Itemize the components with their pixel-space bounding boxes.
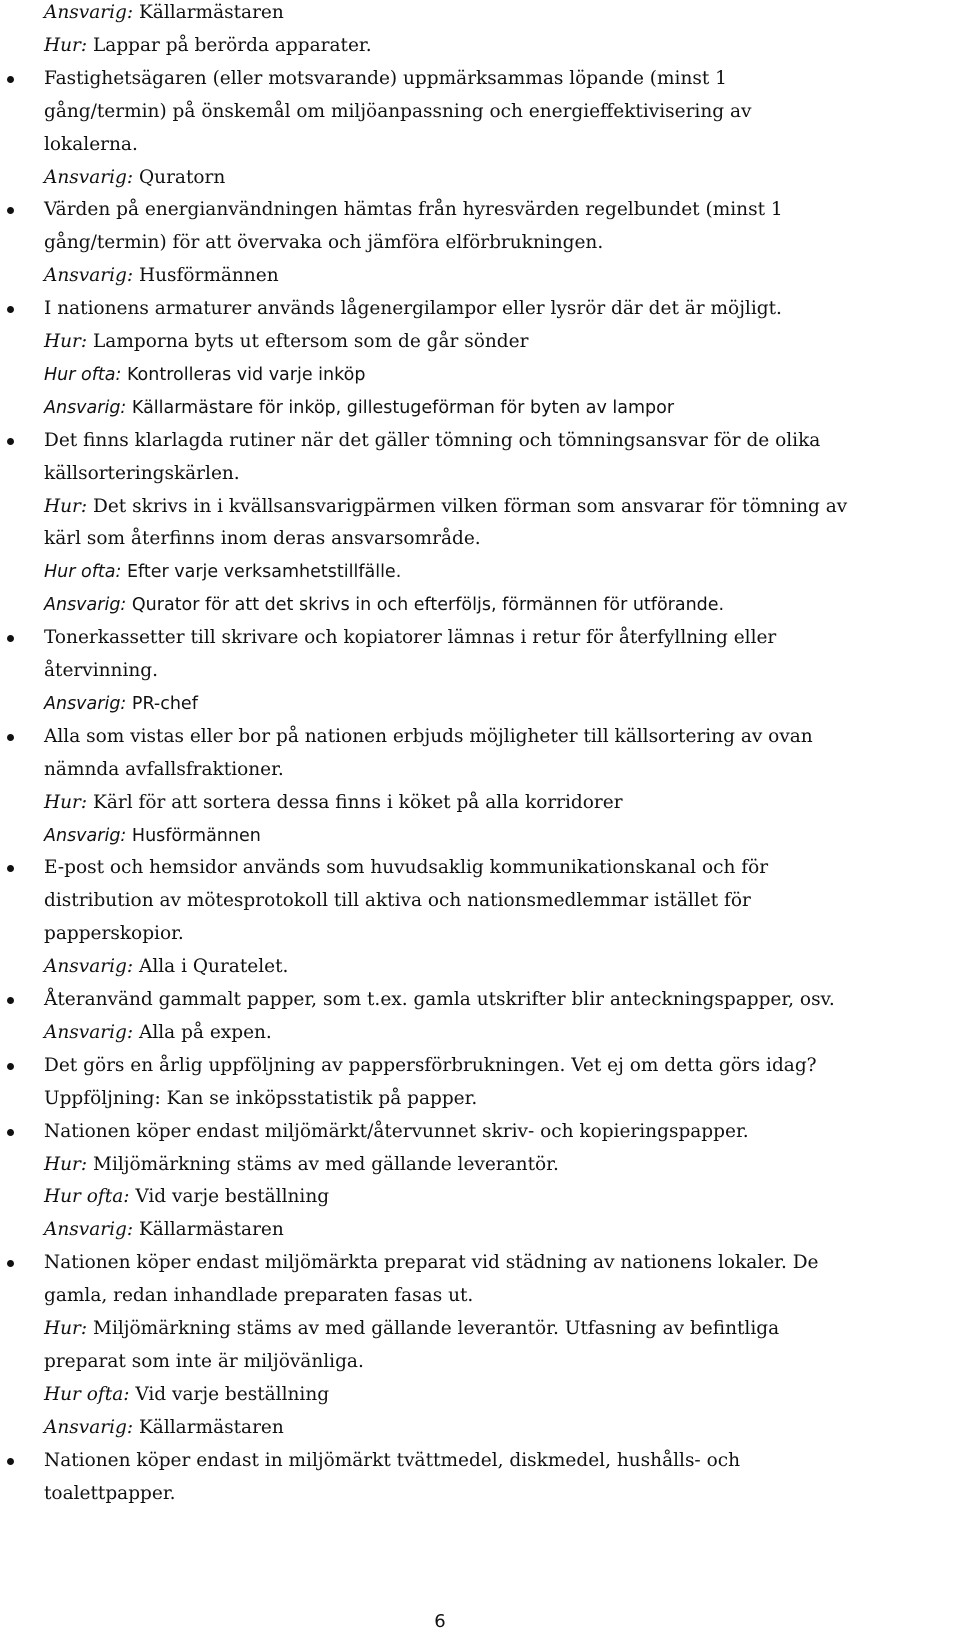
- detail-line: [44, 329, 528, 355]
- bullet-item-line: [44, 625, 776, 651]
- detail-line: [44, 1152, 559, 1178]
- line-text: I nationens armaturer används lågenergilampor eller lysrör där det är möjligt.: [44, 298, 782, 320]
- line-text: gång/termin) på önskemål om miljöanpassning och energieffektivisering av: [44, 100, 752, 122]
- line-text: Husförmännen: [131, 825, 261, 846]
- bullet-item-line: [44, 1053, 817, 1079]
- line-text: Miljömärkning stäms av med gällande leverantör. Utfasning av befintliga: [93, 1318, 780, 1339]
- field-label: Hur:: [44, 331, 88, 352]
- field-label: Ansvarig:: [44, 1021, 134, 1043]
- line-text: preparat som inte är miljövänliga.: [44, 1350, 364, 1372]
- line-text: Vid varje beställning: [135, 1186, 330, 1208]
- line-text: Källarmästaren: [138, 1416, 284, 1438]
- bullet-item-line: [44, 987, 835, 1013]
- line-text: toalettpapper.: [44, 1482, 176, 1504]
- line-text: Alla på expen.: [138, 1021, 272, 1043]
- line-text: Husförmännen: [138, 265, 279, 287]
- detail-line: [44, 263, 279, 289]
- field-label: Hur ofta:: [44, 364, 122, 385]
- line-text: Qurator för att det skrivs in och efterföljs, förmännen för utförande.: [131, 595, 725, 616]
- field-label: Ansvarig:: [44, 956, 134, 978]
- bullet-icon: [7, 207, 14, 214]
- bullet-item-line: [44, 1119, 749, 1145]
- line-text: Lamporna byts ut eftersom som de går sönder: [93, 331, 529, 352]
- detail-line: [44, 1415, 284, 1441]
- field-label: Hur:: [44, 1153, 88, 1175]
- line-text: lokalerna.: [44, 133, 138, 155]
- detail-line: [44, 559, 401, 585]
- detail-line: [44, 592, 724, 618]
- line-text: gamla, redan inhandlade preparaten fasas ut.: [44, 1285, 474, 1307]
- field-label: Hur ofta:: [44, 1383, 130, 1405]
- field-label: Hur ofta:: [44, 562, 122, 583]
- line-text: Quratorn: [138, 166, 226, 188]
- text-line: [44, 526, 481, 552]
- bullet-item-line: [44, 296, 782, 322]
- bullet-item-line: [44, 1448, 740, 1474]
- field-label: Hur:: [44, 791, 88, 813]
- text-line: [44, 1086, 477, 1112]
- bullet-item-line: [44, 855, 768, 881]
- line-text: Alla i Quratelet.: [138, 956, 289, 978]
- page-number: 6: [434, 1611, 446, 1632]
- field-label: Hur:: [44, 495, 88, 517]
- detail-line: [44, 790, 623, 816]
- line-text: Det görs en årlig uppföljning av pappersförbrukningen. Vet ej om detta görs idag?: [44, 1054, 817, 1076]
- line-text: E-post och hemsidor används som huvudsaklig kommunikationskanal och för: [44, 857, 769, 879]
- field-label: Ansvarig:: [44, 397, 127, 418]
- line-text: Tonerkassetter till skrivare och kopiatorer lämnas i retur för återfyllning eller: [44, 627, 777, 649]
- detail-line: [44, 1020, 272, 1046]
- detail-line: [44, 1217, 284, 1243]
- line-text: Fastighetsägaren (eller motsvarande) uppmärksammas löpande (minst 1: [44, 67, 727, 89]
- line-text: källsorteringskärlen.: [44, 462, 240, 484]
- text-line: [44, 132, 138, 158]
- detail-line: [44, 1382, 329, 1408]
- line-text: papperskopior.: [44, 923, 184, 945]
- detail-line: [44, 691, 198, 717]
- field-label: Ansvarig:: [44, 1219, 134, 1241]
- line-text: nämnda avfallsfraktioner.: [44, 758, 284, 780]
- text-line: [44, 757, 284, 783]
- line-text: distribution av mötesprotokoll till aktiva och nationsmedlemmar istället för: [44, 890, 751, 912]
- text-line: [44, 230, 603, 256]
- text-line: [44, 888, 751, 914]
- text-line: [44, 1349, 364, 1375]
- text-line: [44, 99, 751, 125]
- text-line: [44, 921, 184, 947]
- line-text: återvinning.: [44, 660, 159, 681]
- line-text: PR-chef: [131, 693, 198, 714]
- bullet-icon: [7, 635, 14, 642]
- detail-line: [44, 0, 284, 26]
- bullet-item-line: [44, 66, 727, 92]
- line-text: kärl som återfinns inom deras ansvarsområde.: [44, 528, 481, 550]
- line-text: Lappar på berörda apparater.: [93, 34, 372, 56]
- bullet-icon: [7, 1063, 14, 1070]
- detail-line: [44, 823, 261, 849]
- line-text: Det skrivs in i kvällsansvarigpärmen vilken förman som ansvarar för tömning av: [93, 495, 848, 517]
- line-text: Nationen köper endast miljömärkt/återvunnet skriv- och kopieringspapper.: [44, 1120, 749, 1142]
- bullet-item-line: [44, 197, 783, 223]
- field-label: Hur ofta:: [44, 1186, 130, 1208]
- bullet-icon: [7, 438, 14, 445]
- detail-line: [44, 362, 365, 388]
- bullet-icon: [7, 1129, 14, 1136]
- line-text: Vid varje beställning: [135, 1383, 330, 1405]
- bullet-icon: [7, 1260, 14, 1267]
- line-text: Uppföljning: Kan se inköpsstatistik på papper.: [44, 1087, 478, 1109]
- line-text: gång/termin) för att övervaka och jämföra elförbrukningen.: [44, 232, 604, 254]
- detail-line: [44, 494, 847, 520]
- field-label: Ansvarig:: [44, 693, 127, 714]
- bullet-icon: [7, 734, 14, 741]
- bullet-icon: [7, 76, 14, 83]
- text-line: [44, 1481, 176, 1507]
- line-text: Nationen köper endast in miljömärkt tvättmedel, diskmedel, hushålls- och: [44, 1449, 740, 1471]
- field-label: Hur:: [44, 1318, 88, 1339]
- bullet-icon: [7, 1458, 14, 1465]
- bullet-item-line: [44, 724, 813, 750]
- line-text: Miljömärkning stäms av med gällande leverantör.: [93, 1153, 559, 1175]
- bullet-item-line: [44, 428, 820, 454]
- line-text: Det finns klarlagda rutiner när det gäller tömning och tömningsansvar för de olika: [44, 429, 821, 451]
- detail-line: [44, 1316, 779, 1342]
- text-line: [44, 658, 158, 684]
- line-text: Kontrolleras vid varje inköp: [126, 364, 366, 385]
- bullet-icon: [7, 306, 14, 313]
- detail-line: [44, 395, 674, 421]
- detail-line: [44, 954, 288, 980]
- line-text: Efter varje verksamhetstillfälle.: [126, 562, 402, 583]
- detail-line: [44, 33, 372, 59]
- line-text: Källarmästaren: [138, 1219, 284, 1241]
- field-label: Ansvarig:: [44, 825, 127, 846]
- field-label: Ansvarig:: [44, 1416, 134, 1438]
- field-label: Ansvarig:: [44, 595, 127, 616]
- bullet-item-line: [44, 1250, 819, 1276]
- line-text: Källarmästaren: [138, 2, 284, 23]
- line-text: Källarmästare för inköp, gillestugeförman för byten av lampor: [131, 397, 675, 418]
- field-label: Hur:: [44, 34, 88, 56]
- bullet-icon: [7, 865, 14, 872]
- line-text: Värden på energianvändningen hämtas från hyresvärden regelbundet (minst 1: [44, 199, 783, 221]
- field-label: Ansvarig:: [44, 166, 134, 188]
- field-label: Ansvarig:: [44, 265, 134, 287]
- detail-line: [44, 165, 225, 191]
- line-text: Återanvänd gammalt papper, som t.ex. gamla utskrifter blir anteckningspapper, osv.: [44, 989, 835, 1010]
- field-label: Ansvarig:: [44, 2, 134, 23]
- line-text: Alla som vistas eller bor på nationen erbjuds möjligheter till källsortering av ovan: [44, 725, 813, 747]
- detail-line: [44, 1184, 329, 1210]
- text-line: [44, 461, 240, 487]
- text-line: [44, 1283, 473, 1309]
- line-text: Nationen köper endast miljömärkta preparat vid städning av nationens lokaler. De: [44, 1252, 819, 1274]
- bullet-icon: [7, 997, 14, 1004]
- line-text: Kärl för att sortera dessa finns i köket på alla korridorer: [93, 791, 623, 813]
